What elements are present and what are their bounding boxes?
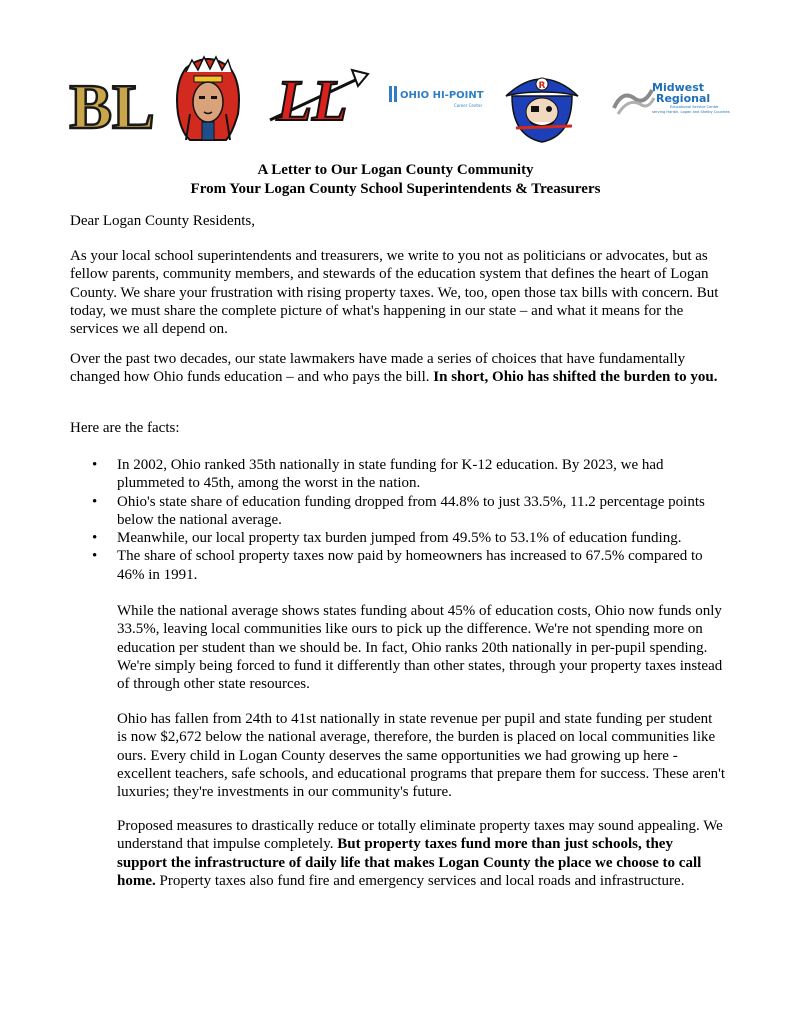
paragraph-5 bbox=[117, 817, 726, 890]
list-item-text: In 2002, Ohio ranked 35th nationally in state funding for K-12 education. By 2023, we had plummeted to 45th, among the worst in the nation. bbox=[117, 457, 664, 492]
letter-subtitle: From Your Logan County School Superintendents & Treasurers bbox=[190, 181, 601, 197]
pirate-mascot-logo bbox=[504, 66, 580, 144]
hi-point-name: OHIO HI-POINT bbox=[400, 90, 484, 101]
list-item bbox=[70, 456, 726, 493]
paragraph-2 bbox=[70, 350, 726, 387]
list-item-text: The share of school property taxes now paid by homeowners has increased to 67.5% compared to 46% in 1991. bbox=[117, 548, 703, 583]
logo-row bbox=[0, 52, 791, 152]
paragraph-2-text: Over the past two decades, our state lawmakers have made a series of choices that have fundamentally changed how Ohio funds education – and who pays the bill. bbox=[70, 351, 686, 386]
bl-school-logo bbox=[69, 68, 155, 142]
hi-point-sub: Career Center bbox=[454, 103, 483, 108]
ll-logo-text: LL bbox=[276, 68, 348, 133]
paragraph-4: Ohio has fallen from 24th to 41st nationally in state revenue per pupil and state funding per student is now $2,672 below the national average, therefore, the burden is placed on local communities like ours. Every child in Logan County deserves the same opportunities we had growing up here - excellent teachers, safe schools, and educational programs that prepare them for success. These aren't luxuries; they're investments in our community's future. bbox=[117, 711, 726, 801]
letter-title: A Letter to Our Logan County Community bbox=[257, 162, 534, 178]
list-item bbox=[70, 529, 726, 547]
bl-logo-text: BL bbox=[69, 71, 155, 142]
bullet-icon: • bbox=[92, 548, 98, 565]
bullet-icon: • bbox=[92, 530, 98, 547]
paragraph-1: As your local school superintendents and treasurers, we write to you not as politicians or advocates, but as fellow parents, community members, and stewards of the education system that defines the heart of Logan County. We share your frustration with rising property taxes. We, too, open those tax bills with concern. But today, we must share the complete picture of what's happening in our state – and what it means for the services we all depend on. bbox=[70, 248, 719, 338]
paragraph-2-bold: In short, Ohio has shifted the burden to you. bbox=[433, 369, 718, 386]
list-item-text: Ohio's state share of education funding dropped from 44.8% to just 33.5%, 11.2 percentage points below the national average. bbox=[117, 493, 705, 528]
paragraph-5-text: Proposed measures to drastically reduce or totally eliminate property taxes may sound appealing. We understand that impulse completely. bbox=[117, 818, 723, 853]
paragraph-3: While the national average shows states funding about 45% of education costs, Ohio now funds only 33.5%, leaving local communities like ours to pick up the difference. We're not spending more on education per student than we should be. In fact, Ohio ranks 20th nationally in per-pupil spending. We're simply being forced to fund it differently than other states, through your property taxes instead of through other state resources. bbox=[117, 603, 723, 693]
bullet-icon: • bbox=[92, 457, 98, 473]
list-item-text: Meanwhile, our local property tax burden jumped from 49.5% to 53.1% of education funding. bbox=[117, 530, 682, 547]
list-item bbox=[70, 493, 726, 530]
list-item bbox=[70, 547, 726, 584]
paragraph-5-bold: But property taxes fund more than just schools, they support the infrastructure of daily life that makes Logan County the place we choose to call home. bbox=[117, 836, 702, 889]
midwest-sub1: Educational Service Center bbox=[670, 105, 719, 109]
ohio-hi-point-logo bbox=[388, 82, 484, 110]
facts-intro: Here are the facts: bbox=[70, 420, 180, 436]
midwest-regional-logo bbox=[612, 80, 730, 118]
salutation: Dear Logan County Residents, bbox=[70, 213, 255, 229]
facts-list bbox=[70, 456, 726, 584]
svg-text:R: R bbox=[538, 81, 546, 91]
ll-school-logo bbox=[268, 62, 368, 132]
paragraph-5-tail: Property taxes also fund fire and emergency services and local roads and infrastructure. bbox=[155, 872, 685, 889]
midwest-line1: Midwest bbox=[652, 81, 705, 94]
midwest-line2: Regional bbox=[656, 92, 711, 105]
bullet-icon: • bbox=[92, 493, 98, 510]
midwest-sub2: serving Hardin, Logan and Shelby Counties bbox=[652, 110, 730, 114]
chief-mascot-logo bbox=[172, 54, 244, 144]
